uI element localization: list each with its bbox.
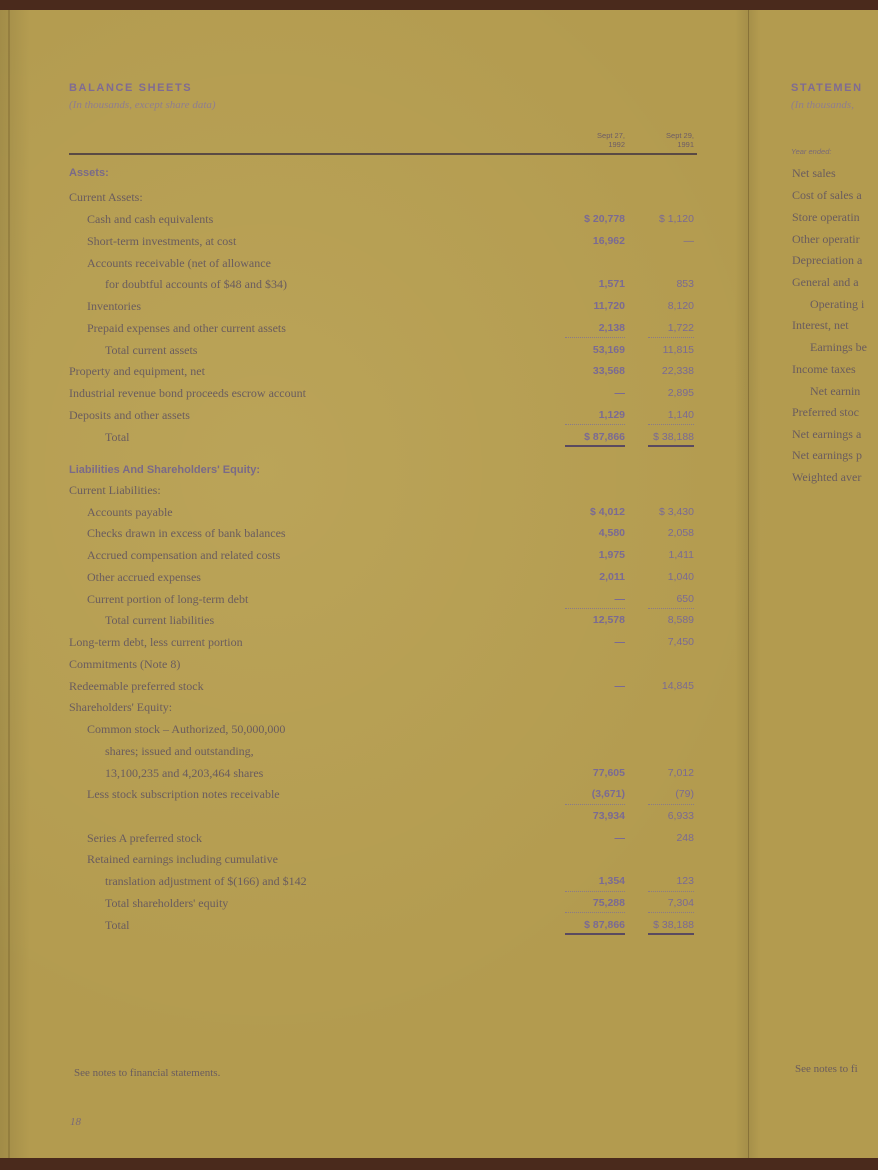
right-row-label: Income taxes bbox=[792, 362, 856, 376]
row-value-common-stock-1991: 7,012 bbox=[667, 767, 694, 779]
row-value-total-shareholders-equity-1991: 7,304 bbox=[667, 897, 694, 909]
row-value-stock-subscription-1991: (79) bbox=[675, 788, 694, 800]
row-value-short-term-investments-1991: — bbox=[683, 235, 694, 247]
subtotal-rule bbox=[565, 891, 625, 892]
row-value-cash-1991: $ 1,120 bbox=[658, 213, 694, 225]
total-double-rule bbox=[565, 445, 625, 447]
row-value-current-portion-ltd-1991: 650 bbox=[676, 593, 694, 605]
row-value-equity-subtotal-1991: 6,933 bbox=[667, 810, 694, 822]
subtotal-rule bbox=[565, 424, 625, 425]
year-ended-label: Year ended: bbox=[791, 147, 832, 156]
row-value-deposits-1991: 1,140 bbox=[667, 409, 694, 421]
row-value-other-accrued-1992: 2,011 bbox=[599, 571, 625, 583]
row-label-series-a-preferred: Series A preferred stock bbox=[87, 831, 202, 845]
right-footnote: See notes to fi bbox=[795, 1063, 858, 1075]
row-value-accrued-compensation-1992: 1,975 bbox=[598, 549, 625, 561]
row-value-long-term-debt-1991: 7,450 bbox=[667, 636, 694, 648]
row-value-total-current-liabilities-1991: 8,589 bbox=[667, 614, 694, 626]
subtotal-rule bbox=[565, 804, 625, 805]
row-value-total-assets-1991: $ 38,188 bbox=[653, 431, 694, 443]
subtotal-rule bbox=[565, 337, 625, 338]
subtotal-rule bbox=[565, 912, 625, 913]
row-value-stock-subscription-1992: (3,671) bbox=[591, 788, 625, 800]
row-label-current-portion-ltd: Current portion of long-term debt bbox=[87, 592, 249, 606]
balance-sheets-heading: BALANCE SHEETS bbox=[69, 82, 193, 94]
statements-subheading: (In thousands, bbox=[791, 99, 854, 111]
liabilities-equity-heading: Liabilities And Shareholders' Equity: bbox=[69, 464, 261, 476]
row-label-property-equipment: Property and equipment, net bbox=[69, 364, 205, 378]
row-label-retained-earnings-line1: Retained earnings including cumulative bbox=[87, 852, 278, 866]
row-value-current-portion-ltd-1992: — bbox=[614, 593, 625, 605]
row-label-common-stock-line2: shares; issued and outstanding, bbox=[105, 744, 254, 758]
right-row-label: Operating i bbox=[810, 297, 865, 311]
page-edge-rule bbox=[8, 10, 10, 1158]
row-value-checks-drawn-1992: 4,580 bbox=[598, 527, 625, 539]
column-header-1992 bbox=[555, 131, 625, 149]
shareholders-equity-heading: Shareholders' Equity: bbox=[69, 700, 173, 714]
row-value-property-equipment-1991: 22,338 bbox=[661, 365, 694, 377]
row-label-cash: Cash and cash equivalents bbox=[87, 212, 214, 226]
right-row-label: Depreciation a bbox=[792, 253, 863, 267]
total-double-rule bbox=[648, 445, 694, 447]
right-row-label: Net earnings p bbox=[792, 448, 862, 462]
row-label-short-term-investments: Short-term investments, at cost bbox=[87, 234, 237, 248]
row-value-long-term-debt-1992: — bbox=[614, 636, 625, 648]
row-value-total-liabilities-equity-1991: $ 38,188 bbox=[653, 919, 694, 931]
current-liabilities-heading: Current Liabilities: bbox=[69, 483, 161, 497]
column-header-1992-date: Sept 27, bbox=[597, 131, 625, 140]
row-value-property-equipment-1992: 33,568 bbox=[592, 365, 625, 377]
row-label-industrial-revenue-bond: Industrial revenue bond proceeds escrow account bbox=[69, 386, 306, 400]
row-label-accounts-receivable-line1: Accounts receivable (net of allowance bbox=[87, 256, 271, 270]
row-value-inventories-1991: 8,120 bbox=[667, 300, 694, 312]
row-value-prepaid-expenses-1992: 2,138 bbox=[598, 322, 625, 334]
row-value-checks-drawn-1991: 2,058 bbox=[667, 527, 694, 539]
statements-heading: STATEMEN bbox=[791, 82, 863, 94]
footnote: See notes to financial statements. bbox=[74, 1067, 221, 1079]
row-label-retained-earnings: translation adjustment of $(166) and $142 bbox=[105, 874, 307, 888]
row-label-stock-subscription: Less stock subscription notes receivable bbox=[87, 787, 280, 801]
row-label-prepaid-expenses: Prepaid expenses and other current assets bbox=[87, 321, 286, 335]
row-label-total-assets: Total bbox=[105, 430, 130, 444]
row-value-accrued-compensation-1991: 1,411 bbox=[668, 549, 694, 561]
row-value-short-term-investments-1992: 16,962 bbox=[592, 235, 625, 247]
row-value-industrial-revenue-bond-1992: — bbox=[614, 387, 625, 399]
row-label-total-shareholders-equity: Total shareholders' equity bbox=[105, 896, 229, 910]
row-label-other-accrued: Other accrued expenses bbox=[87, 570, 201, 584]
row-value-accounts-receivable-1991: 853 bbox=[676, 278, 694, 290]
header-rule bbox=[69, 153, 697, 155]
subtotal-rule bbox=[648, 337, 694, 338]
row-value-total-current-liabilities-1992: 12,578 bbox=[592, 614, 625, 626]
row-value-common-stock-1992: 77,605 bbox=[592, 767, 625, 779]
row-label-long-term-debt: Long-term debt, less current portion bbox=[69, 635, 243, 649]
row-label-redeemable-preferred: Redeemable preferred stock bbox=[69, 679, 204, 693]
right-row-label: Interest, net bbox=[792, 318, 849, 332]
row-value-equity-subtotal-1992: 73,934 bbox=[592, 810, 625, 822]
right-row-label: Net earnings a bbox=[792, 427, 862, 441]
row-value-series-a-preferred-1991: 248 bbox=[676, 832, 694, 844]
row-label-accounts-payable: Accounts payable bbox=[87, 505, 173, 519]
right-row-label: Net sales bbox=[792, 166, 836, 180]
row-label-total-current-liabilities: Total current liabilities bbox=[105, 613, 215, 627]
row-value-redeemable-preferred-1992: — bbox=[614, 680, 625, 692]
row-value-retained-earnings-1991: 123 bbox=[676, 875, 694, 887]
row-value-redeemable-preferred-1991: 14,845 bbox=[661, 680, 694, 692]
row-label-inventories: Inventories bbox=[87, 299, 141, 313]
row-label-checks-drawn: Checks drawn in excess of bank balances bbox=[87, 526, 286, 540]
row-label-accounts-receivable: for doubtful accounts of $48 and $34) bbox=[105, 277, 287, 291]
row-label-common-stock-line1: Common stock – Authorized, 50,000,000 bbox=[87, 722, 286, 736]
current-assets-heading: Current Assets: bbox=[69, 190, 143, 204]
row-label-total-current-assets: Total current assets bbox=[105, 343, 198, 357]
total-double-rule bbox=[565, 933, 625, 935]
page-fold bbox=[748, 10, 749, 1158]
subtotal-rule bbox=[648, 424, 694, 425]
right-row-label: Earnings be bbox=[810, 340, 867, 354]
row-value-prepaid-expenses-1991: 1,722 bbox=[667, 322, 694, 334]
row-value-total-liabilities-equity-1992: $ 87,866 bbox=[584, 919, 625, 931]
column-header-1991-year: 1991 bbox=[677, 140, 694, 149]
right-row-label: Store operatin bbox=[792, 210, 860, 224]
subtotal-rule bbox=[648, 912, 694, 913]
subtotal-rule bbox=[648, 891, 694, 892]
row-value-accounts-payable-1992: $ 4,012 bbox=[589, 506, 625, 518]
row-value-other-accrued-1991: 1,040 bbox=[667, 571, 694, 583]
page-number: 18 bbox=[70, 1116, 81, 1128]
row-value-deposits-1992: 1,129 bbox=[598, 409, 625, 421]
right-row-label: Other operatir bbox=[792, 232, 860, 246]
right-row-label: Preferred stoc bbox=[792, 405, 859, 419]
column-header-1991-date: Sept 29, bbox=[666, 131, 694, 140]
right-row-label: Net earnin bbox=[810, 384, 861, 398]
row-value-cash-1992: $ 20,778 bbox=[584, 213, 625, 225]
row-value-series-a-preferred-1992: — bbox=[614, 832, 625, 844]
row-value-accounts-receivable-1992: 1,571 bbox=[598, 278, 625, 290]
row-label-total-liabilities-equity: Total bbox=[105, 918, 130, 932]
row-value-total-current-assets-1991: 11,815 bbox=[662, 344, 694, 356]
subtotal-rule bbox=[648, 608, 694, 609]
row-value-inventories-1992: 11,720 bbox=[593, 300, 625, 312]
total-double-rule bbox=[648, 933, 694, 935]
right-row-label: Weighted aver bbox=[792, 470, 862, 484]
right-row-label: Cost of sales a bbox=[792, 188, 862, 202]
row-value-total-shareholders-equity-1992: 75,288 bbox=[592, 897, 625, 909]
column-header-1991 bbox=[624, 131, 694, 149]
subtotal-rule bbox=[565, 608, 625, 609]
row-value-total-current-assets-1992: 53,169 bbox=[592, 344, 625, 356]
right-row-label: General and a bbox=[792, 275, 859, 289]
assets-heading: Assets: bbox=[69, 167, 109, 179]
document-page bbox=[0, 10, 878, 1158]
row-value-industrial-revenue-bond-1991: 2,895 bbox=[667, 387, 694, 399]
row-label-accrued-compensation: Accrued compensation and related costs bbox=[87, 548, 281, 562]
balance-sheets-subheading: (In thousands, except share data) bbox=[69, 99, 216, 111]
row-label-deposits: Deposits and other assets bbox=[69, 408, 190, 422]
row-value-retained-earnings-1992: 1,354 bbox=[598, 875, 625, 887]
subtotal-rule bbox=[648, 804, 694, 805]
row-value-total-assets-1992: $ 87,866 bbox=[584, 431, 625, 443]
row-label-commitments: Commitments (Note 8) bbox=[69, 657, 181, 671]
row-label-common-stock: 13,100,235 and 4,203,464 shares bbox=[105, 766, 264, 780]
column-header-1992-year: 1992 bbox=[608, 140, 625, 149]
row-value-accounts-payable-1991: $ 3,430 bbox=[658, 506, 694, 518]
